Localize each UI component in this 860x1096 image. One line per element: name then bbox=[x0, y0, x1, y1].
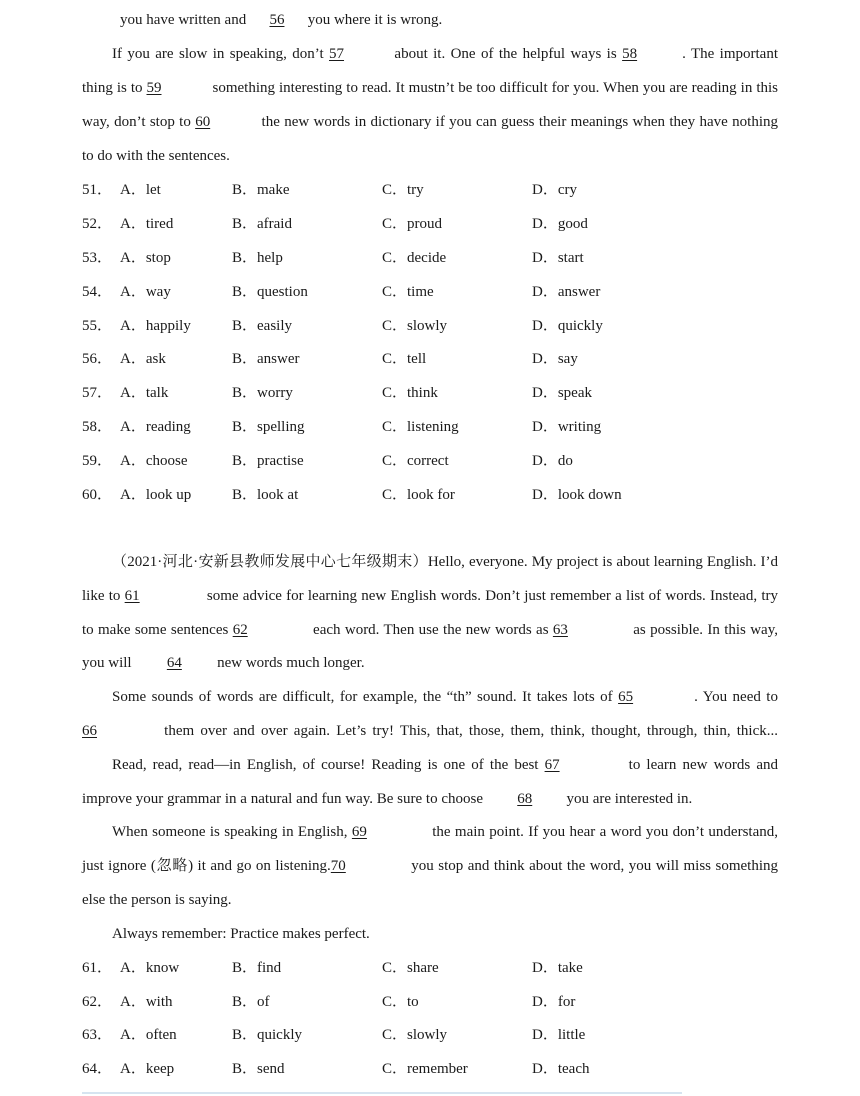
option-b[interactable]: B．practise bbox=[232, 453, 304, 469]
blank-70[interactable]: 70 bbox=[330, 858, 346, 874]
question-number: 54． bbox=[82, 284, 113, 300]
question-number: 64． bbox=[82, 1061, 113, 1077]
passage-line bbox=[112, 687, 778, 707]
question-row bbox=[82, 349, 778, 369]
option-c[interactable]: C．try bbox=[382, 182, 424, 198]
option-c[interactable]: C．to bbox=[382, 994, 419, 1010]
option-a[interactable]: A．look up bbox=[120, 487, 192, 503]
option-d[interactable]: D．quickly bbox=[532, 318, 603, 334]
passage-line bbox=[112, 822, 778, 842]
option-c[interactable]: C．slowly bbox=[382, 318, 448, 334]
option-c[interactable]: C．remember bbox=[382, 1061, 468, 1077]
passage-text: them over and over again. Let’s try! This, that, those, them, think, thought, through, thin, thick... bbox=[158, 723, 778, 739]
option-d[interactable]: D．teach bbox=[532, 1061, 590, 1077]
blank-62[interactable]: 62 bbox=[232, 622, 248, 638]
passage-line bbox=[82, 620, 778, 640]
option-a[interactable]: A．choose bbox=[120, 453, 188, 469]
option-d[interactable]: D．cry bbox=[532, 182, 577, 198]
option-d[interactable]: D．take bbox=[532, 960, 583, 976]
blank-68[interactable]: 68 bbox=[517, 791, 533, 807]
blank-64[interactable]: 64 bbox=[166, 655, 182, 671]
option-a[interactable]: A．keep bbox=[120, 1061, 175, 1077]
option-c[interactable]: C．slowly bbox=[382, 1027, 448, 1043]
option-b[interactable]: B．spelling bbox=[232, 419, 305, 435]
option-d[interactable]: D．speak bbox=[532, 385, 592, 401]
question-number: 53． bbox=[82, 250, 113, 266]
passage-text: . The important bbox=[682, 46, 778, 62]
option-d[interactable]: D．little bbox=[532, 1027, 586, 1043]
passage-text: some advice for learning new English words. Don’t just remember a list of words. Instead, try bbox=[202, 588, 778, 604]
option-d[interactable]: D．good bbox=[532, 216, 588, 232]
passage-text: improve your grammar in a natural and fun way. Be sure to choose bbox=[82, 791, 487, 807]
passage-text: just ignore (忽略) it and go on listening. bbox=[82, 858, 331, 874]
blank-56[interactable]: 56 bbox=[269, 12, 285, 28]
passage-line bbox=[120, 10, 442, 30]
blank-61[interactable]: 61 bbox=[124, 588, 140, 604]
option-b[interactable]: B．of bbox=[232, 994, 270, 1010]
blank-69[interactable]: 69 bbox=[351, 824, 367, 840]
question-number: 56． bbox=[82, 351, 113, 367]
question-row bbox=[82, 451, 778, 471]
option-c[interactable]: C．look for bbox=[382, 487, 455, 503]
question-row bbox=[82, 248, 778, 268]
passage-line bbox=[82, 856, 778, 876]
blank-63[interactable]: 63 bbox=[552, 622, 568, 638]
question-number: 57． bbox=[82, 385, 113, 401]
passage-text: the new words in dictionary if you can guess their meanings when they have nothing bbox=[257, 114, 778, 130]
question-row bbox=[82, 485, 778, 505]
option-a[interactable]: A．tired bbox=[120, 216, 174, 232]
passage-line bbox=[82, 721, 778, 741]
passage-line: else the person is saying. bbox=[82, 892, 232, 908]
passage-text: you stop and think about the word, you will miss something bbox=[406, 858, 778, 874]
passage-line bbox=[82, 789, 692, 809]
blank-66[interactable]: 66 bbox=[82, 723, 97, 739]
passage-text: to learn new words and bbox=[622, 757, 778, 773]
passage-line bbox=[112, 755, 778, 775]
blank-58[interactable]: 58 bbox=[622, 46, 638, 62]
question-number: 59． bbox=[82, 453, 113, 469]
passage-text: as possible. In this way, bbox=[628, 622, 778, 638]
option-b[interactable]: B．question bbox=[232, 284, 308, 300]
question-number: 51． bbox=[82, 182, 113, 198]
option-b[interactable]: B．send bbox=[232, 1061, 285, 1077]
option-b[interactable]: B．find bbox=[232, 960, 282, 976]
passage-line bbox=[82, 78, 778, 98]
passage-text: to make some sentences bbox=[82, 622, 233, 638]
option-c[interactable]: C．share bbox=[382, 960, 439, 976]
passage-text: you will bbox=[82, 655, 136, 671]
passage-line: （2021·河北·安新县教师发展中心七年级期末）Hello, everyone. My project is about learning English. I’d bbox=[112, 554, 778, 570]
option-b[interactable]: B．quickly bbox=[232, 1027, 302, 1043]
option-b[interactable]: B．look at bbox=[232, 487, 299, 503]
option-c[interactable]: C．proud bbox=[382, 216, 443, 232]
question-number: 58． bbox=[82, 419, 113, 435]
blank-57[interactable]: 57 bbox=[329, 46, 345, 62]
question-row bbox=[82, 958, 778, 978]
option-c[interactable]: C．time bbox=[382, 284, 434, 300]
option-c[interactable]: C．listening bbox=[382, 419, 459, 435]
question-row bbox=[82, 180, 778, 200]
question-row bbox=[82, 214, 778, 234]
option-a[interactable]: A．reading bbox=[120, 419, 191, 435]
option-a[interactable]: A．talk bbox=[120, 385, 169, 401]
question-row bbox=[82, 282, 778, 302]
question-number: 52． bbox=[82, 216, 113, 232]
passage-text: new words much longer. bbox=[213, 655, 365, 671]
option-a[interactable]: A．way bbox=[120, 284, 171, 300]
passage-text: about it. One of the helpful ways is bbox=[389, 46, 623, 62]
option-a[interactable]: A．know bbox=[120, 960, 180, 976]
passage-text: the main point. If you hear a word you don’t understand, bbox=[427, 824, 778, 840]
option-d[interactable]: D．say bbox=[532, 351, 578, 367]
passage-text: something interesting to read. It mustn’t be too difficult for you. When you are reading in this bbox=[208, 80, 778, 96]
question-row bbox=[82, 316, 778, 336]
passage-text: you where it is wrong. bbox=[303, 12, 443, 28]
passage-line bbox=[82, 112, 778, 132]
question-number: 61． bbox=[82, 960, 113, 976]
option-c[interactable]: C．decide bbox=[382, 250, 447, 266]
question-number: 55． bbox=[82, 318, 113, 334]
passage-text: you are interested in. bbox=[562, 791, 693, 807]
question-number: 60． bbox=[82, 487, 113, 503]
option-d[interactable]: D．do bbox=[532, 453, 573, 469]
question-row bbox=[82, 1025, 778, 1045]
passage-text: Read, read, read—in English, of course! Reading is one of the best bbox=[112, 757, 545, 773]
passage-line bbox=[112, 44, 778, 64]
option-b[interactable]: B．afraid bbox=[232, 216, 292, 232]
option-c[interactable]: C．correct bbox=[382, 453, 449, 469]
option-d[interactable]: D．for bbox=[532, 994, 576, 1010]
passage-text: Some sounds of words are difficult, for example, the “th” sound. It takes lots of bbox=[112, 689, 619, 705]
option-d[interactable]: D．look down bbox=[532, 487, 622, 503]
option-a[interactable]: A．with bbox=[120, 994, 173, 1010]
passage-line bbox=[82, 653, 365, 673]
option-b[interactable]: B．help bbox=[232, 250, 283, 266]
passage-text: way, don’t stop to bbox=[82, 114, 196, 130]
passage-line: Always remember: Practice makes perfect. bbox=[112, 926, 370, 942]
blank-67[interactable]: 67 bbox=[544, 757, 560, 773]
option-d[interactable]: D．writing bbox=[532, 419, 602, 435]
option-d[interactable]: D．answer bbox=[532, 284, 601, 300]
blank-59[interactable]: 59 bbox=[146, 80, 162, 96]
option-d[interactable]: D．start bbox=[532, 250, 584, 266]
passage-text: . You need to bbox=[694, 689, 778, 705]
passage-text: thing is to bbox=[82, 80, 147, 96]
option-c[interactable]: C．tell bbox=[382, 351, 427, 367]
passage-line bbox=[82, 586, 778, 606]
option-a[interactable]: A．often bbox=[120, 1027, 177, 1043]
question-row bbox=[82, 383, 778, 403]
question-number: 63． bbox=[82, 1027, 113, 1043]
question-row bbox=[82, 992, 778, 1012]
option-b[interactable]: B．make bbox=[232, 182, 290, 198]
blank-65[interactable]: 65 bbox=[618, 689, 634, 705]
page-divider bbox=[82, 1092, 682, 1094]
option-a[interactable]: A．ask bbox=[120, 351, 166, 367]
passage-text: like to bbox=[82, 588, 125, 604]
question-row bbox=[82, 417, 778, 437]
passage-text: each word. Then use the new words as bbox=[308, 622, 553, 638]
passage-line: to do with the sentences. bbox=[82, 148, 230, 164]
question-number: 62． bbox=[82, 994, 113, 1010]
passage-text: If you are slow in speaking, don’t bbox=[112, 46, 330, 62]
passage-text: you have written and bbox=[120, 12, 250, 28]
option-b[interactable]: B．worry bbox=[232, 385, 293, 401]
option-a[interactable]: A．stop bbox=[120, 250, 171, 266]
question-row bbox=[82, 1059, 778, 1079]
option-c[interactable]: C．think bbox=[382, 385, 438, 401]
option-b[interactable]: B．answer bbox=[232, 351, 300, 367]
option-a[interactable]: A．happily bbox=[120, 318, 191, 334]
blank-60[interactable]: 60 bbox=[195, 114, 211, 130]
option-a[interactable]: A．let bbox=[120, 182, 161, 198]
passage-text: When someone is speaking in English, bbox=[112, 824, 352, 840]
option-b[interactable]: B．easily bbox=[232, 318, 292, 334]
